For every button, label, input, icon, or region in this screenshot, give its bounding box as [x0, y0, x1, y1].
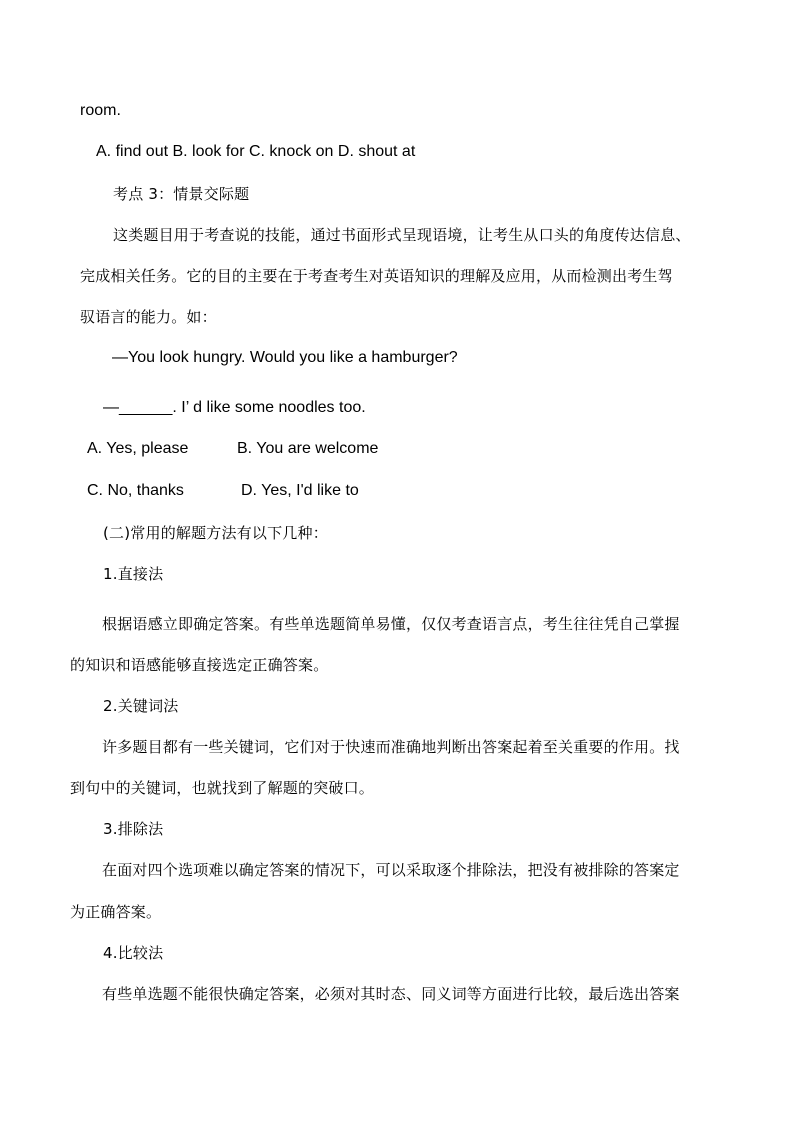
text-line-room: room. — [80, 102, 121, 119]
option-a: A. Yes, please — [87, 440, 189, 457]
text-line-p1-1: 这类题目用于考查说的技能，通过书面形式呈现语境，让考生从口头的角度传达信息、 — [113, 226, 691, 244]
text-line-m1-2: 的知识和语感能够直接选定正确答案。 — [70, 656, 329, 674]
dialog-line-1: —You look hungry. Would you like a hamburger? — [112, 349, 458, 366]
text-line-p1-2: 完成相关任务。它的目的主要在于考查考生对英语知识的理解及应用，从而检测出考生驾 — [80, 267, 673, 285]
text-line-m1-1: 根据语感立即确定答案。有些单选题简单易懂，仅仅考查语言点，考生往往凭自己掌握 — [102, 615, 680, 633]
method-heading-1: 1.直接法 — [103, 565, 164, 583]
text-line-m3-2: 为正确答案。 — [70, 903, 162, 921]
method-heading-4: 4.比较法 — [103, 944, 164, 962]
option-c: C. No, thanks — [87, 482, 184, 499]
method-heading-2: 2.关键词法 — [103, 697, 179, 715]
dialog-line-2: —______. I’ d like some noodles too. — [103, 399, 366, 416]
method-heading-3: 3.排除法 — [103, 820, 164, 838]
text-line-m2-1: 许多题目都有一些关键词，它们对于快速而准确地判断出答案起着至关重要的作用。找 — [102, 738, 680, 756]
text-line-m4-1: 有些单选题不能很快确定答案，必须对其时态、同义词等方面进行比较，最后选出答案 — [102, 985, 680, 1003]
text-line-options-1: A. find out B. look for C. knock on D. shout at — [96, 143, 416, 160]
text-line-m2-2: 到句中的关键词，也就找到了解题的突破口。 — [70, 779, 375, 797]
option-d: D. Yes, I'd like to — [241, 482, 359, 499]
option-b: B. You are welcome — [237, 440, 379, 457]
text-line-p1-3: 驭语言的能力。如： — [80, 308, 217, 326]
text-line-m3-1: 在面对四个选项难以确定答案的情况下，可以采取逐个排除法，把没有被排除的答案定 — [102, 861, 680, 879]
section-heading-kaodian-3: 考点 3：情景交际题 — [113, 185, 250, 203]
section-heading-methods: (二)常用的解题方法有以下几种： — [103, 524, 328, 542]
